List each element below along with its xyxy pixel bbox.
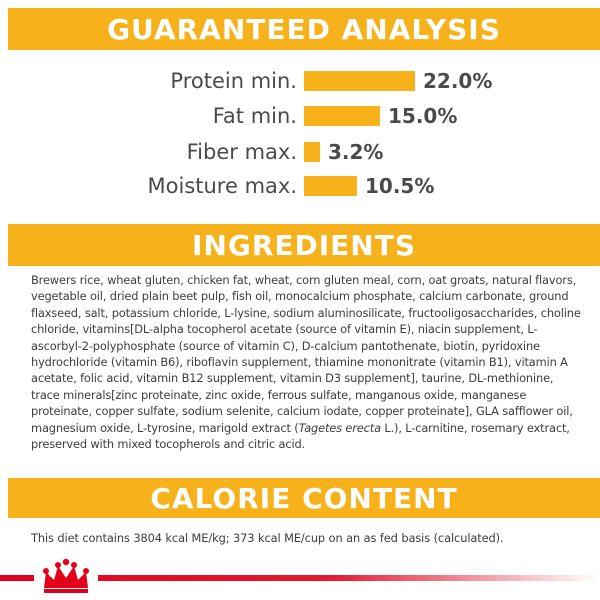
analysis-bar <box>304 142 320 162</box>
analysis-value: 22.0% <box>423 69 493 93</box>
ingredients-text-part: Brewers rice, wheat gluten, chicken fat, wheat, corn gluten meal, corn, oat groats, natural flavors, vegetable oil, dried plain beet pulp, fish oil, monocalcium phosphate, calcium carbonate, ground flaxseed, salt, potassium chloride, L-lysine, sodium aluminosilicate, fructooligosaccharides, choline chloride, vitamins[DL-alpha tocopherol acetate (source of vitamin E), niacin supplement, L-ascorbyl-2-polyphosphate (source of vitamin C), D-calcium pantothenate, biotin, pyridoxine hydrochloride (vitamin B6), riboflavin supplement, thiamine mononitrate (vitamin B1), vitamin A acetate, folic acid, vitamin B12 supplement, vitamin D3 supplement], taurine, DL-methionine, trace minerals[zinc proteinate, zinc oxide, ferrous sulfate, manganous oxide, manganese proteinate, copper sulfate, sodium selenite, calcium iodate, copper proteinate], GLA safflower oil, magnesium oxide, L-tyrosine, marigold extract ( <box>31 273 581 435</box>
ingredients-list <box>31 272 583 452</box>
analysis-bar <box>304 71 415 91</box>
analysis-bar <box>304 176 357 196</box>
analysis-row-moisture <box>0 171 600 201</box>
analysis-label: Fiber max. <box>186 140 297 164</box>
ingredients-heading: INGREDIENTS <box>8 224 600 266</box>
brand-footer <box>0 556 600 600</box>
calorie-content-heading: CALORIE CONTENT <box>8 478 600 518</box>
crown-icon <box>34 559 98 596</box>
analysis-label: Moisture max. <box>147 174 297 198</box>
analysis-row-fat <box>0 101 600 131</box>
analysis-value: 3.2% <box>328 140 384 164</box>
analysis-bar <box>304 106 380 126</box>
ingredients-italic-name: Tagetes erecta <box>298 420 381 435</box>
calorie-content-text: This diet contains 3804 kcal ME/kg; 373 kcal ME/cup on an as fed basis (calculated). <box>31 531 504 545</box>
guaranteed-analysis-heading: GUARANTEED ANALYSIS <box>8 8 600 50</box>
analysis-value: 10.5% <box>365 174 435 198</box>
analysis-row-fiber <box>0 137 600 167</box>
ingredients-text-part: L.), L-carnitine, rosemary extract, preserved with mixed tocopherols and citric acid. <box>31 420 570 452</box>
analysis-row-protein <box>0 66 600 96</box>
analysis-value: 15.0% <box>388 104 458 128</box>
analysis-label: Protein min. <box>170 69 297 93</box>
analysis-label: Fat min. <box>212 104 297 128</box>
